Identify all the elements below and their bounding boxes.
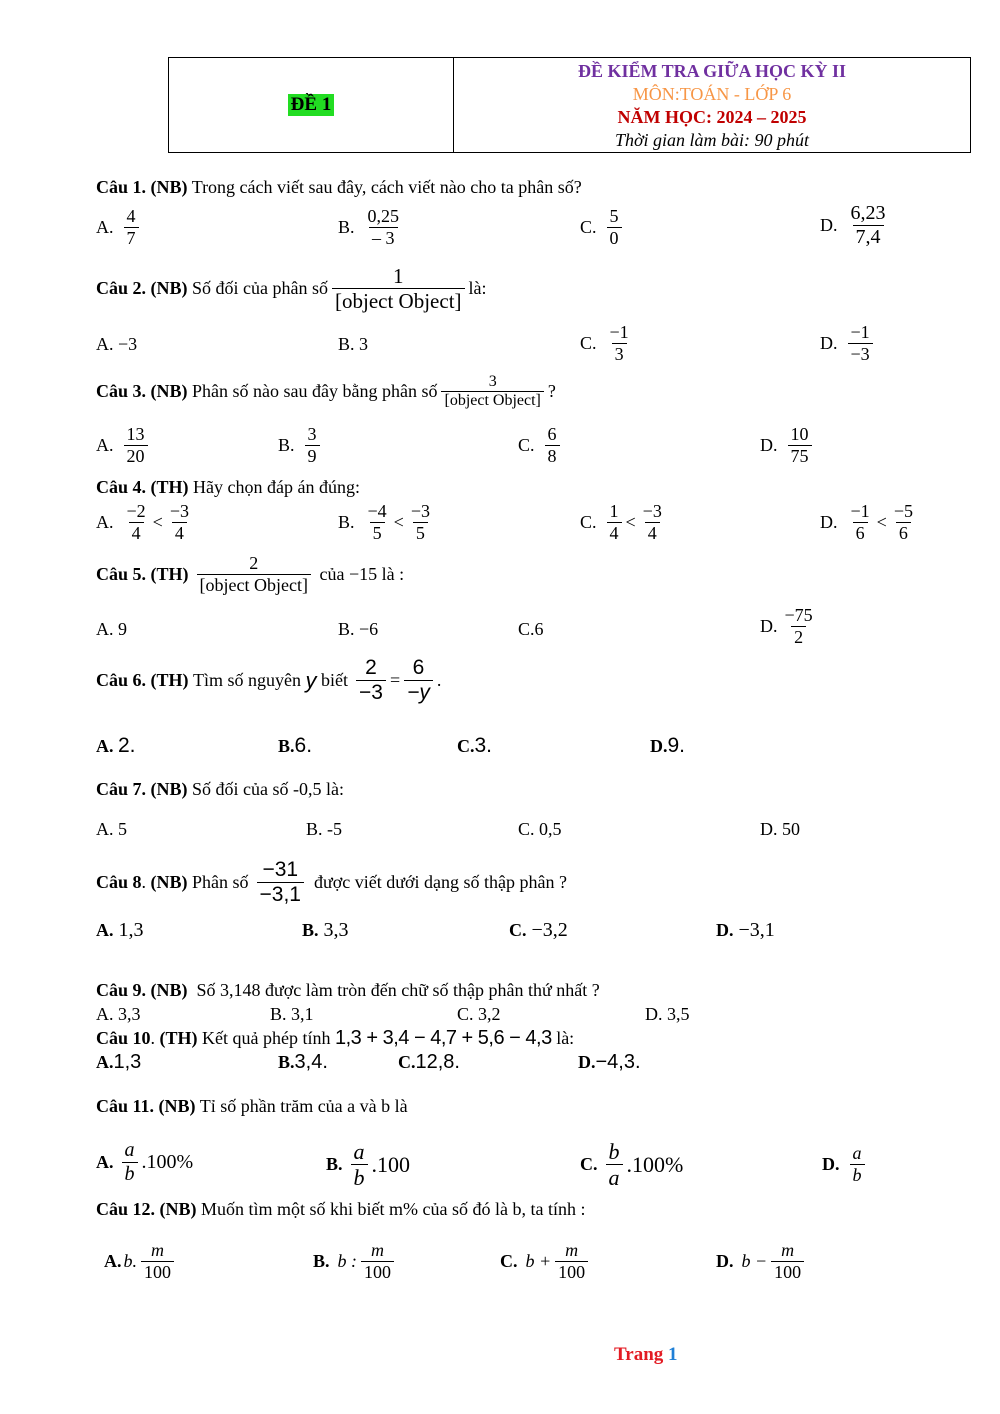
q3-option-a[interactable]: A. $\frac{13}{20}$ [96,424,152,466]
q4-option-d[interactable]: D. $\frac{-1}{6}$ < $\frac{-5}{6}$ [820,501,913,543]
q10-option-c[interactable]: C. 12,8. [398,1051,460,1073]
question-5: Câu 5. (TH) $\frac{2}{\text{[object Object]}}$ của −15 là : [96,553,405,595]
exam-year: NĂM HỌC: 2024 – 2025 [617,107,807,127]
exam-time: Thời gian làm bài: 90 phút [614,130,810,150]
q5-option-d[interactable]: D. $\frac{-75}{2}$ [760,605,820,647]
q8-option-d[interactable]: D. −3,1 [716,919,775,941]
question-3: Câu 3. (NB) Phân số nào sau đây bằng phân số $\frac{3}{\text{[object Object]}}$ ? [96,373,556,410]
q1-option-a[interactable]: A. $\frac{4}{7}$ [96,206,143,248]
q2-option-c[interactable]: C. $\frac{-1}{3}$ [580,322,636,364]
q11-option-a[interactable]: A. $\frac{a}{b}$ .100% [96,1139,194,1185]
fraction: $\frac{1}{\text{[object Object]}}$ [332,264,465,313]
q12-option-b[interactable]: B. b : $\frac{m}{100}$ [313,1240,398,1282]
q2-option-b[interactable]: B. 3 [338,334,369,354]
question-4: Câu 4. (TH) Hãy chọn đáp án đúng: [96,477,360,497]
fraction: $\frac{3}{\text{[object Object]}}$ [441,373,543,411]
q1-option-b[interactable]: B. $\frac{0,25}{- 3}$ [338,206,406,248]
fraction: $\frac{6}{8}$ [545,424,560,466]
q6-option-a[interactable]: A. 2. [96,734,136,757]
q11-option-c[interactable]: C. $\frac{b}{a}$ .100% [580,1139,684,1191]
q8-option-b[interactable]: B. 3,3 [302,919,349,941]
fraction: $\frac{m}{100}$ [141,1240,174,1282]
q4-option-c[interactable]: C. $\frac{1}{4}$ < $\frac{-3}{4}$ [580,501,662,543]
exam-title: ĐỀ KIỂM TRA GIỮA HỌC KỲ II [577,61,847,81]
q1-option-c[interactable]: C. $\frac{5}{0}$ [580,206,626,248]
exam-header [168,57,971,153]
q9-option-a[interactable]: A. 3,3 [96,1004,141,1024]
fraction: $\frac{3}{9}$ [305,424,320,466]
exam-code-cell [169,58,454,152]
fraction: $\frac{b}{a}$ [606,1139,623,1191]
q8-option-a[interactable]: A. 1,3 [96,919,144,941]
q7-option-c[interactable]: C. 0,5 [518,819,562,839]
q11-option-d[interactable]: D. $\frac{a}{b}$ [822,1143,869,1185]
q4-option-a[interactable]: A. $\frac{-2}{4}$ < $\frac{-3}{4}$ [96,501,189,543]
q6-option-b[interactable]: B. 6. [278,734,313,757]
fraction: $\frac{13}{20}$ [124,424,148,466]
q9-option-c[interactable]: C. 3,2 [457,1004,501,1024]
q3-option-b[interactable]: B. $\frac{3}{9}$ [278,424,324,466]
fraction: $\frac{0,25}{- 3}$ [367,206,400,248]
q12-option-d[interactable]: D. b − $\frac{m}{100}$ [716,1240,808,1282]
question-10: Câu 10 . (TH) Kết quả phép tính 1,3 + 3,4 − 4,7 + 5,6 − 4,3 là: [96,1027,575,1049]
fraction: $\frac{-1}{3}$ [609,322,629,364]
q12-option-c[interactable]: C. b + $\frac{m}{100}$ [500,1240,592,1282]
q9-option-b[interactable]: B. 3,1 [270,1004,314,1024]
page-label: Trang [614,1344,664,1365]
fraction: $\frac{m}{100}$ [361,1240,394,1282]
question-6: Câu 6. (TH) Tìm số nguyên y biết $\frac{2}{-3}$ = $\frac{6}{-y}$ . [96,656,442,705]
q10-option-b[interactable]: B. 3,4. [278,1051,328,1073]
fraction: $\frac{10}{75}$ [788,424,812,466]
fraction: $\frac{6,23}{7,4}$ [850,202,886,248]
q9-option-d[interactable]: D. 3,5 [645,1004,690,1024]
q5-option-b[interactable]: B. −6 [338,619,379,639]
q7-option-a[interactable]: A. 5 [96,819,127,839]
fraction: $\frac{m}{100}$ [771,1240,804,1282]
q3-option-d[interactable]: D. $\frac{10}{75}$ [760,424,816,466]
fraction: $\frac{5}{0}$ [607,206,622,248]
q2-option-a[interactable]: A. −3 [96,334,138,354]
fraction: $\frac{2}{\text{[object Object]}}$ [197,553,311,595]
q11-option-b[interactable]: B. $\frac{a}{b}$ .100 [326,1139,411,1191]
question-2: Câu 2. (NB) Số đối của phân số $\frac{1}{\text{[object Object]}}$ là: [96,264,487,314]
fraction: $\frac{4}{7}$ [124,206,139,248]
q2-option-d[interactable]: D. $\frac{-1}{-3}$ [820,322,877,364]
question-12: Câu 12. (NB) Muốn tìm một số khi biết m% của số đó là b, ta tính : [96,1199,586,1219]
q6-option-c[interactable]: C. 3. [457,734,493,757]
page-number: 1 [668,1344,678,1365]
q4-option-b[interactable]: B. $\frac{-4}{5}$ < $\frac{-3}{5}$ [338,501,430,543]
q3-option-c[interactable]: C. $\frac{6}{8}$ [518,424,564,466]
q5-option-a[interactable]: A. 9 [96,619,127,639]
q10-option-d[interactable]: D. −4,3. [578,1051,641,1073]
q7-option-b[interactable]: B. -5 [306,819,342,839]
q5-option-c[interactable]: C.6 [518,619,544,639]
fraction: $\frac{a}{b}$ [351,1139,368,1191]
q12-option-a[interactable]: A. b. $\frac{m}{100}$ [104,1240,178,1282]
fraction: $\frac{a}{b}$ [122,1139,138,1186]
exam-subject: MÔN:TOÁN - LỚP 6 [632,84,792,104]
question-11: Câu 11. (NB) Tỉ số phần trăm của a và b là [96,1096,408,1116]
fraction: $\frac{-31}{-3,1}$ [257,858,304,907]
page-footer [614,1344,678,1366]
question-8: Câu 8 . (NB) Phân số $\frac{-31}{-3,1}$ được viết dưới dạng số thập phân ? [96,858,567,907]
question-7: Câu 7. (NB) Số đối của số -0,5 là: [96,779,344,799]
exam-code: ĐỀ 1 [288,94,335,116]
exam-title-cell [454,58,970,152]
q1-option-d[interactable]: D. $\frac{6,23}{7,4}$ [820,202,893,249]
q6-option-d[interactable]: D. 9. [650,734,686,757]
question-9: Câu 9. (NB) Số 3,148 được làm tròn đến chữ số thập phân thứ nhất ? [96,980,600,1000]
q10-option-a[interactable]: A. 1,3 [96,1051,142,1073]
question-1: Câu 1. (NB) Trong cách viết sau đây, cách viết nào cho ta phân số? [96,177,582,197]
fraction: $\frac{2}{-3}$ [356,656,386,705]
fraction: $\frac{-75}{2}$ [784,605,813,647]
fraction: $\frac{-1}{-3}$ [848,322,873,364]
fraction: $\frac{m}{100}$ [555,1240,588,1282]
q8-option-c[interactable]: C. −3,2 [509,919,568,941]
q7-option-d[interactable]: D. 50 [760,819,800,839]
fraction: $\frac{6}{-y}$ [404,656,433,705]
fraction: $\frac{a}{b}$ [850,1143,865,1185]
